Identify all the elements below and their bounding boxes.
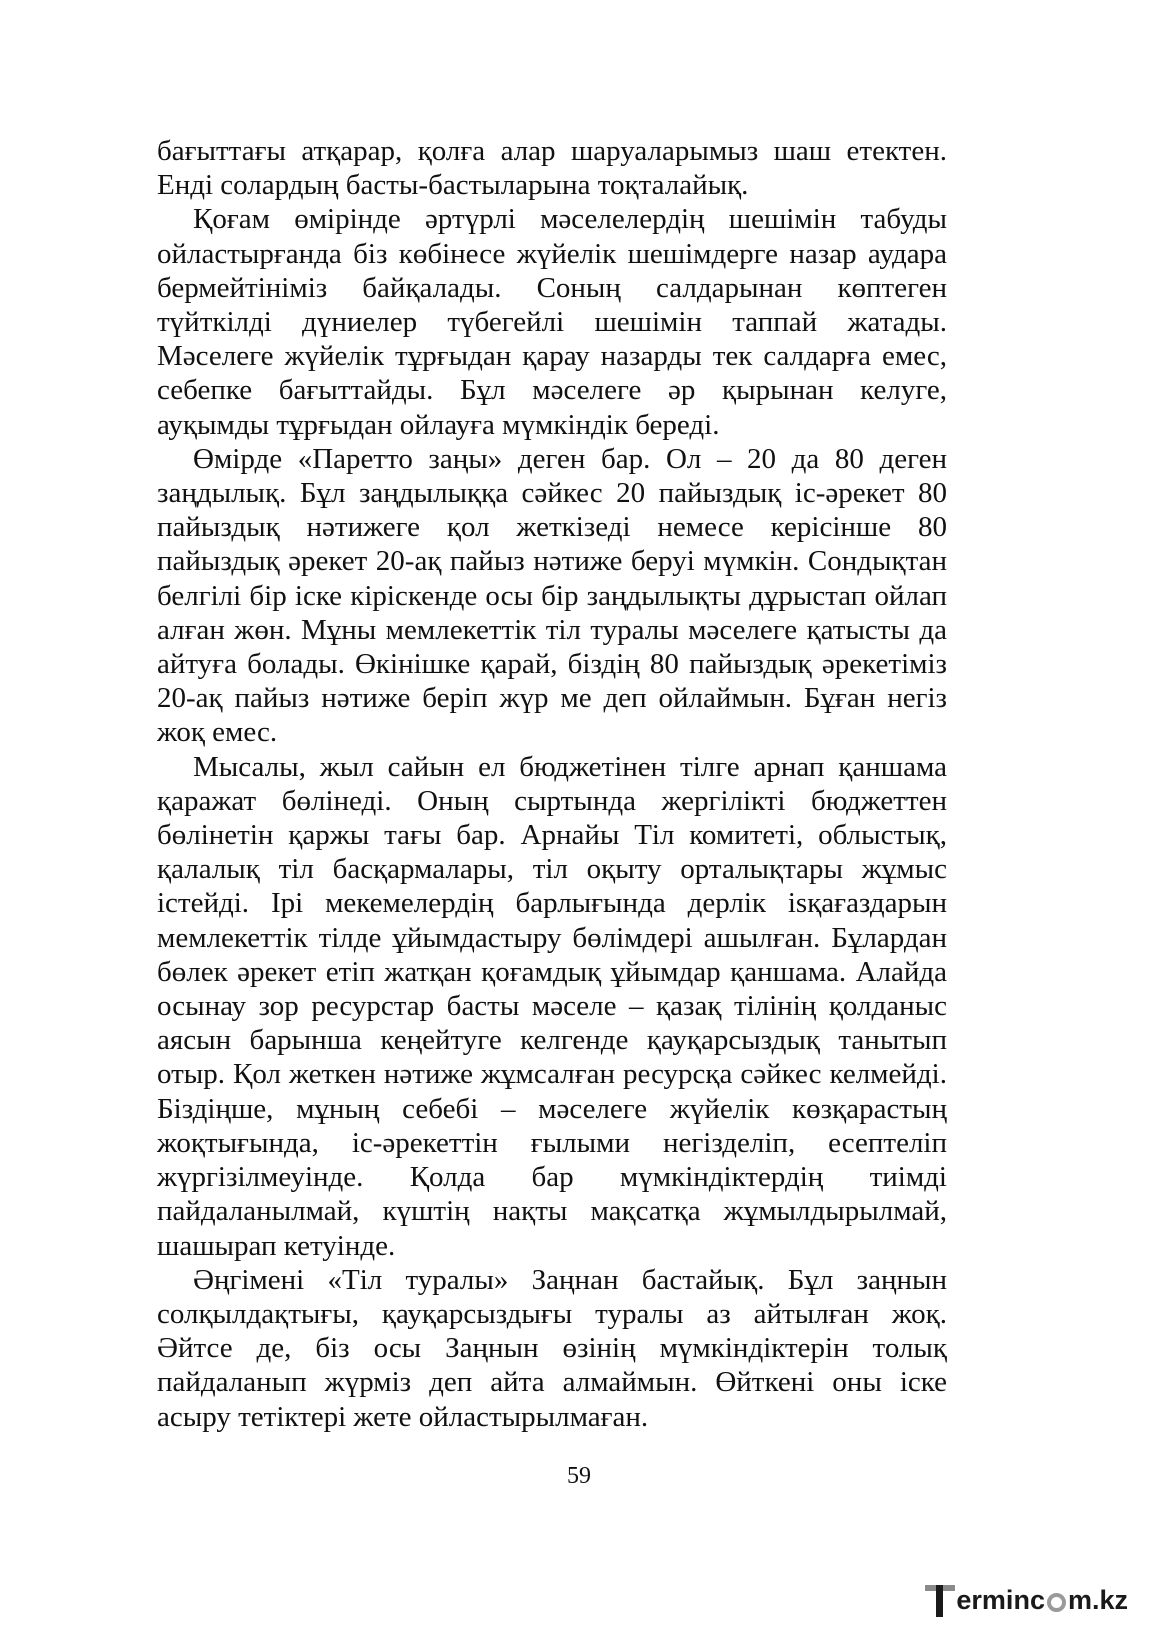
watermark-text-part3: m.kz: [1067, 1584, 1128, 1615]
paragraph-2: Қоғам өмірінде әртүрлі мәселелердің шешімін табуды ойластырғанда біз көбінесе жүйелік шешімдерге назар аудара бермейтініміз байқалады. Соның салдарынан көптеген түйткілді дүниелер түбегейлі шешімін таппай жатады. Мәселеге жүйелік тұрғыдан қарау назарды тек салдарға емес, себепке бағыттайды. Бұл мәселеге әр қырынан келуге, ауқымды тұрғыдан ойлауға мүмкіндік береді.: [157, 203, 947, 441]
termincom-logo-icon: [925, 1583, 955, 1617]
watermark-text-part1: ermin: [956, 1584, 1030, 1615]
paragraph-4: Мысалы, жыл сайын ел бюджетінен тілге арнап қаншама қаражат бөлінеді. Оның сыртында жергілікті бюджеттен бөлінетін қаржы тағы бар. Арнайы Тіл комитеті, облыстық, қалалық тіл басқармалары, тіл оқыту орталықтары жұмыс істейді. Ірі мекемелердің барлығында дерлік іsқағаздарын мемлекеттік тілде ұйымдастыру бөлімдері ашылған. Бұлардан бөлек әрекет етіп жатқан қоғамдық ұйымдар қаншама. Алайда осынау зор ресурстар басты мәселе – қазақ тілінің қолданыс аясын барынша кеңейтуге келгенде қауқарсыздық танытып отыр. Қол жеткен нәтиже жұмсалған ресурсқа сәйкес келмейді. Біздіңше, мұның себебі – мәселеге жүйелік көзқарастың жоқтығында, іс-әрекеттін ғылыми негізделіп, есептеліп жүргізілмеуінде. Қолда бар мүмкіндіктердің тиімді пайдаланылмай, күштің нақты мақсатқа жұмылдырылмай, шашырап кетуінде.: [157, 750, 947, 1262]
page-body: [157, 134, 947, 1434]
watermark-logo: [925, 1580, 1128, 1620]
page-number: 59: [567, 1463, 591, 1489]
watermark-circle-o-icon: [1047, 1593, 1066, 1612]
paragraph-5: Әңгімені «Тіл туралы» Заңнан бастайық. Бұл заңнын солқылдақтығы, қауқарсыздығы туралы аз айтылған жоқ. Әйтсе де, біз осы Заңнын өзінің мүмкіндіктерін толық пайдаланып жүрміз деп айта алмаймын. Өйткені оны іске асыру тетіктері жете ойластырылмаған.: [157, 1263, 947, 1433]
watermark-text-part2: c: [1029, 1584, 1045, 1615]
paragraph-3: Өмірде «Паретто заңы» деген бар. Ол – 20 да 80 деген заңдылық. Бұл заңдылыққа сәйкес 20 пайыздық іс-әрекет 80 пайыздық нәтижеге қол жеткізеді немесе керісінше 80 пайыздық әрекет 20-ақ пайыз нәтиже беруі мүмкін. Сондықтан белгілі бір іске кіріскенде осы бір заңдылықты дұрыстап ойлап алған жөн. Мұны мемлекеттік тіл туралы мәселеге қатысты да айтуға болады. Өкінішке қарай, біздің 80 пайыздық әрекетіміз 20-ақ пайыз нәтиже беріп жүр ме деп ойлаймын. Бұған негіз жоқ емес.: [157, 442, 947, 749]
paragraph-1: бағыттағы атқарар, қолға алар шаруаларымыз шаш етектен. Енді солардың басты-бастыларына тоқталайық.: [157, 135, 947, 202]
